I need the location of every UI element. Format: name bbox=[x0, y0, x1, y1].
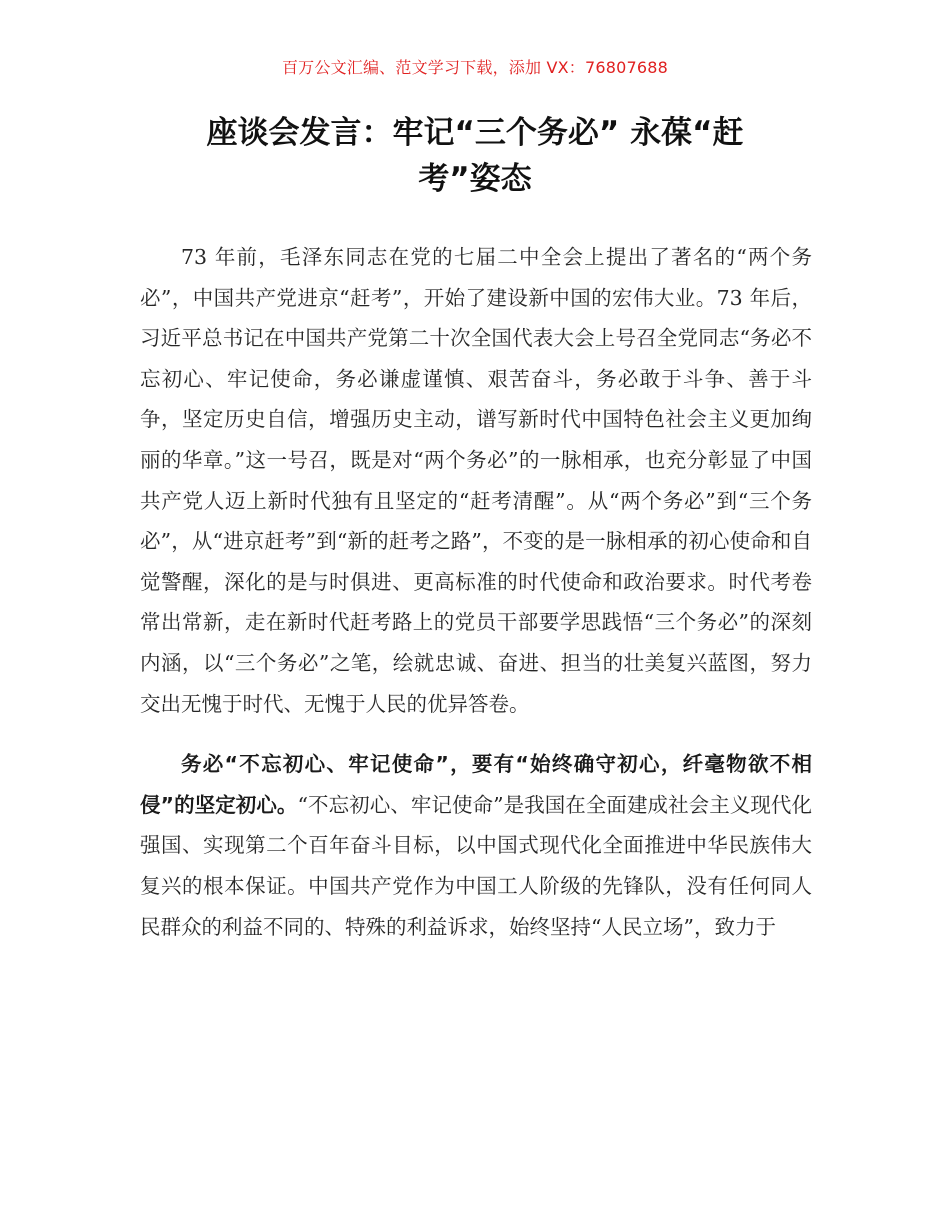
article-body bbox=[140, 237, 812, 947]
title-line-2: 考”姿态 bbox=[418, 161, 532, 197]
paragraph-intro: 73 年前，毛泽东同志在党的七届二中全会上提出了著名的“两个务必”，中国共产党进京“赶考”，开始了建设新中国的宏伟大业。73 年后，习近平总书记在中国共产党第二十次全国代表大会上号召全党同志“务必不忘初心、牢记使命，务必谦虚谨慎、艰苦奋斗，务必敢于斗争、善于斗争，坚定历史自信，增强历史主动，谱写新时代中国特色社会主义更加绚丽的华章。”这一号召，既是对“两个务必”的一脉相承，也充分彰显了中国共产党人迈上新时代独有且坚定的“赶考清醒”。从“两个务必”到“三个务必”，从“进京赶考”到“新的赶考之路”，不变的是一脉相承的初心使命和自觉警醒，深化的是与时俱进、更高标准的时代使命和政治要求。时代考卷常出常新，走在新时代赶考路上的党员干部要学思践悟“三个务必”的深刻内涵，以“三个务必”之笔，绘就忠诚、奋进、担当的壮美复兴蓝图，努力交出无愧于时代、无愧于人民的优异答卷。 bbox=[140, 245, 812, 716]
paragraph-section-1 bbox=[140, 744, 812, 947]
page-title bbox=[140, 110, 810, 202]
title-line-1: 座谈会发言：牢记“三个务必” 永葆“赶 bbox=[206, 115, 744, 151]
section-1-heading: 务必“不忘初心、牢记使命”，要有“始终确守初心，纤毫物欲不相侵”的坚定初心。 bbox=[140, 752, 812, 817]
section-1-text: “不忘初心、牢记使命”是我国在全面建成社会主义现代化强国、实现第二个百年奋斗目标，以中国式现代化全面推进中华民族伟大复兴的根本保证。中国共产党作为中国工人阶级的先锋队，没有任何同人民群众的利益不同的、特殊的利益诉求，始终坚持“人民立场”，致力于 bbox=[140, 792, 812, 939]
watermark-banner: 百万公文汇编、范文学习下载，添加 VX：76807688 bbox=[281, 58, 669, 77]
